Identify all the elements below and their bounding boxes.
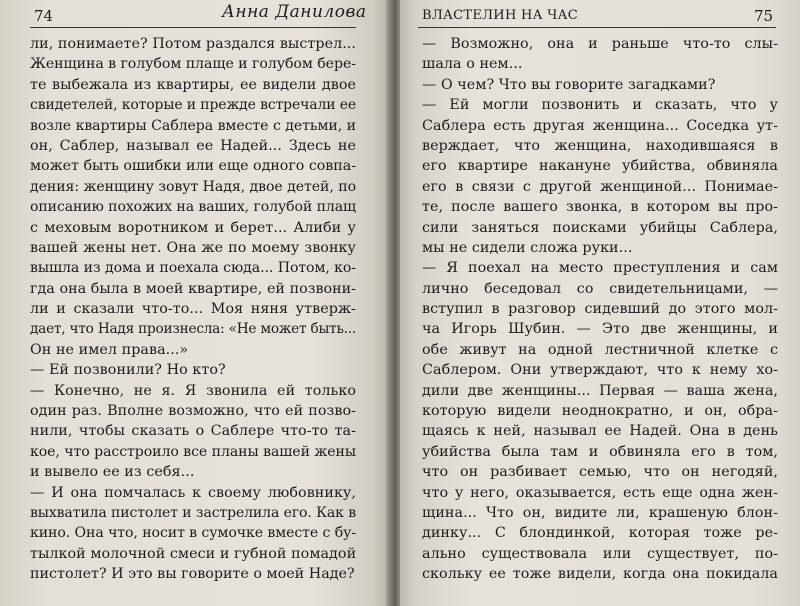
text-line: ально существовала или существует, по- (422, 545, 778, 562)
text-line: возле квартиры Саблера вместе с детьми, и (30, 117, 356, 134)
text-line: — И она помчалась к своему любовнику, (30, 484, 356, 501)
text-line: описанию похожих на ваших, голубой плащ (30, 199, 356, 216)
text-line: что у него, оказывается, есть еще одна жен- (422, 484, 778, 501)
text-line: гда она была в моей квартире, ей позвони- (30, 280, 356, 297)
left-page-number: 74 (34, 7, 54, 25)
text-line: дает, что Надя произнесла: «Не может быть... (30, 321, 356, 338)
text-line: ли и сказали что-то... Моя няня утверж- (30, 301, 356, 318)
text-line: те выбежала из квартиры, ее видели двое (30, 76, 356, 93)
right-page-number: 75 (754, 7, 774, 25)
text-line: скольку ее тоже видели, когда она покидала (422, 566, 778, 583)
text-line: вышла из дома и поехала сюда... Потом, ко- (30, 260, 356, 277)
text-line: верждает, что женщина, находившаяся в (422, 137, 778, 154)
text-line: он, Саблер, называл ее Надей... Здесь не (30, 137, 356, 154)
text-line: пистолет? И это вы говорите о моей Наде? (30, 566, 355, 583)
text-line: его квартире накануне убийства, обвиняла (422, 158, 778, 175)
text-line: динку... С блондинкой, которая тоже ре- (422, 525, 778, 542)
text-line: шала о нем... (422, 56, 523, 73)
text-line: лично беседовал со свидетельницами, — (422, 280, 778, 297)
text-line: может быть ошибки или еще одного совпа- (30, 158, 356, 175)
left-body-text (30, 34, 356, 585)
text-line: вашей жены нет. Она же по моему звонку (30, 239, 356, 256)
text-line: те, после вашего звонка, в котором вы про- (422, 199, 778, 216)
text-line: его в связи с другой женщиной... Понимае- (422, 178, 778, 195)
text-line: — Ей позвонили? Но кто? (30, 362, 226, 379)
text-line: ча Игорь Шубин. — Это две женщины, и (422, 321, 778, 338)
text-line: — Конечно, не я. Я звонила ей только (30, 382, 356, 399)
text-line: обе живут на одной лестничной клетке с (422, 341, 778, 358)
text-line: дения: женщину зовут Надя, двое детей, по (30, 178, 356, 195)
text-line: убийства была там и обвиняла его в том, (422, 443, 778, 460)
text-line: — Ей могли позвонить и сказать, что у (422, 97, 778, 114)
text-line: нили, чтобы сказать о Саблере что-то та- (30, 423, 356, 440)
text-line: Он не имел права...» (30, 341, 189, 358)
text-line: — О чем? Что вы говорите загадками? (422, 76, 716, 93)
text-line: ли, понимаете? Потом раздался выстрел... (30, 36, 356, 52)
right-page (400, 0, 800, 606)
left-running-head-author: Анна Данилова (222, 2, 367, 22)
text-line: сили заняться поисками убийцы Саблера, (422, 219, 778, 236)
text-line: щаясь к ней, называл ее Надей. Она в день (422, 423, 778, 440)
text-line: кино. Она что, носит в сумочке вместе с бу- (30, 525, 357, 542)
text-line: тылкой молочной смеси и губной помадой (30, 545, 357, 562)
text-line: один раз. Вполне возможно, что ей позво- (30, 403, 356, 420)
text-line: Женщина в голубом плаще и голубом бере- (30, 56, 356, 73)
text-line: и вывело ее из себя... (30, 464, 195, 481)
text-line: дили две женщины... Первая — ваша жена, (422, 382, 778, 399)
text-line: Саблером. Они утверждают, что к нему хо- (422, 362, 778, 379)
right-header-rule (418, 27, 776, 28)
text-line: с меховым воротником и берет... Алиби у (30, 219, 356, 236)
text-line: мы не сидели сложа руки... (422, 239, 633, 256)
left-header-rule (30, 27, 356, 28)
text-line: щина... Что он, видите ли, крашеную блон- (422, 504, 778, 521)
right-running-head-title: ВЛАСТЕЛИН НА ЧАС (422, 8, 578, 23)
text-line: Саблера есть другая женщина... Соседка ут- (422, 117, 778, 134)
text-line: кое, что расстроило все планы вашей жены (30, 443, 356, 460)
text-line: которую видели неоднократно, и он, обра- (422, 403, 778, 420)
left-page (0, 0, 388, 606)
text-line: свидетелей, которые и прежде встречали ее (30, 97, 356, 114)
text-line: — Возможно, она и раньше что-то слы- (422, 36, 778, 52)
right-body-text (422, 34, 778, 585)
text-line: вступил в разговор сидевший до этого мол- (422, 301, 778, 318)
text-line: что он разбивает семью, что он негодяй, (422, 464, 778, 481)
text-line: — Я поехал на место преступления и сам (422, 260, 778, 277)
text-line: выхватила пистолет и застрелила его. Как в (30, 504, 356, 521)
